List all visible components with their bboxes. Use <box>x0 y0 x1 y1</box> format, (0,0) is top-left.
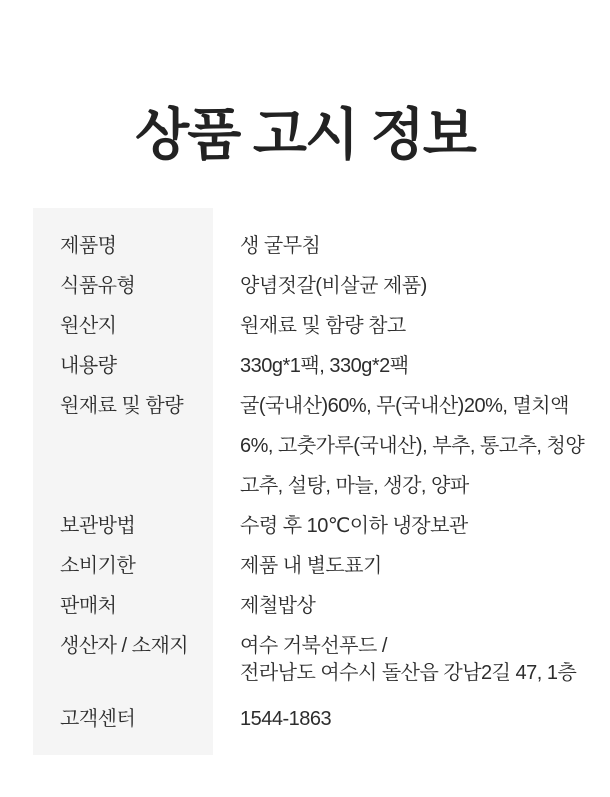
row-value <box>240 626 577 687</box>
row-value <box>240 226 577 266</box>
row-value <box>240 546 577 586</box>
page-title: 상품 고시 정보 <box>135 103 475 166</box>
row-label: 보관방법 <box>60 515 136 537</box>
value-line: 제철밥상 <box>240 595 316 617</box>
table-row-customer-center <box>33 699 577 739</box>
row-label: 원재료 및 함량 <box>60 395 184 417</box>
value-line: 전라남도 여수시 돌산읍 강남2길 47, 1층 <box>240 662 577 684</box>
product-info-table <box>33 208 585 755</box>
value-line: 고추, 설탕, 마늘, 생강, 양파 <box>240 475 469 497</box>
row-label: 원산지 <box>60 315 117 337</box>
table-row-storage <box>33 506 577 546</box>
value-line: 330g*1팩, 330g*2팩 <box>240 355 409 377</box>
row-value <box>240 266 577 306</box>
value-line: 생 굴무침 <box>240 235 321 257</box>
table-row-ingredients <box>33 386 585 506</box>
row-value <box>240 386 584 506</box>
row-label: 제품명 <box>60 235 117 257</box>
row-label: 판매처 <box>60 595 117 617</box>
table-row-producer-address <box>33 626 577 687</box>
row-label: 소비기한 <box>60 555 136 577</box>
value-line: 양념젓갈(비살균 제품) <box>240 275 427 297</box>
table-row-origin <box>33 306 577 346</box>
row-value <box>240 346 577 386</box>
table-row-net-content <box>33 346 577 386</box>
row-value <box>240 506 577 546</box>
row-value <box>240 586 577 626</box>
row-label: 생산자 / 소재지 <box>60 635 189 657</box>
value-line: 제품 내 별도표기 <box>240 555 382 577</box>
table-row-food-type <box>33 266 577 306</box>
row-value <box>240 699 577 739</box>
table-row-expiration <box>33 546 577 586</box>
row-value <box>240 306 577 346</box>
row-label: 고객센터 <box>60 708 136 730</box>
table-row-seller <box>33 586 577 626</box>
row-label: 식품유형 <box>60 275 136 297</box>
value-line: 원재료 및 함량 참고 <box>240 315 406 337</box>
table-row-product-name <box>33 226 577 266</box>
row-label: 내용량 <box>60 355 117 377</box>
value-line: 굴(국내산)60%, 무(국내산)20%, 멸치액 <box>240 395 569 417</box>
value-line: 6%, 고춧가루(국내산), 부추, 통고추, 청양 <box>240 435 585 457</box>
value-line: 1544-1863 <box>240 708 332 730</box>
value-line: 수령 후 10℃이하 냉장보관 <box>240 515 468 537</box>
value-line: 여수 거북선푸드 / <box>240 635 387 657</box>
